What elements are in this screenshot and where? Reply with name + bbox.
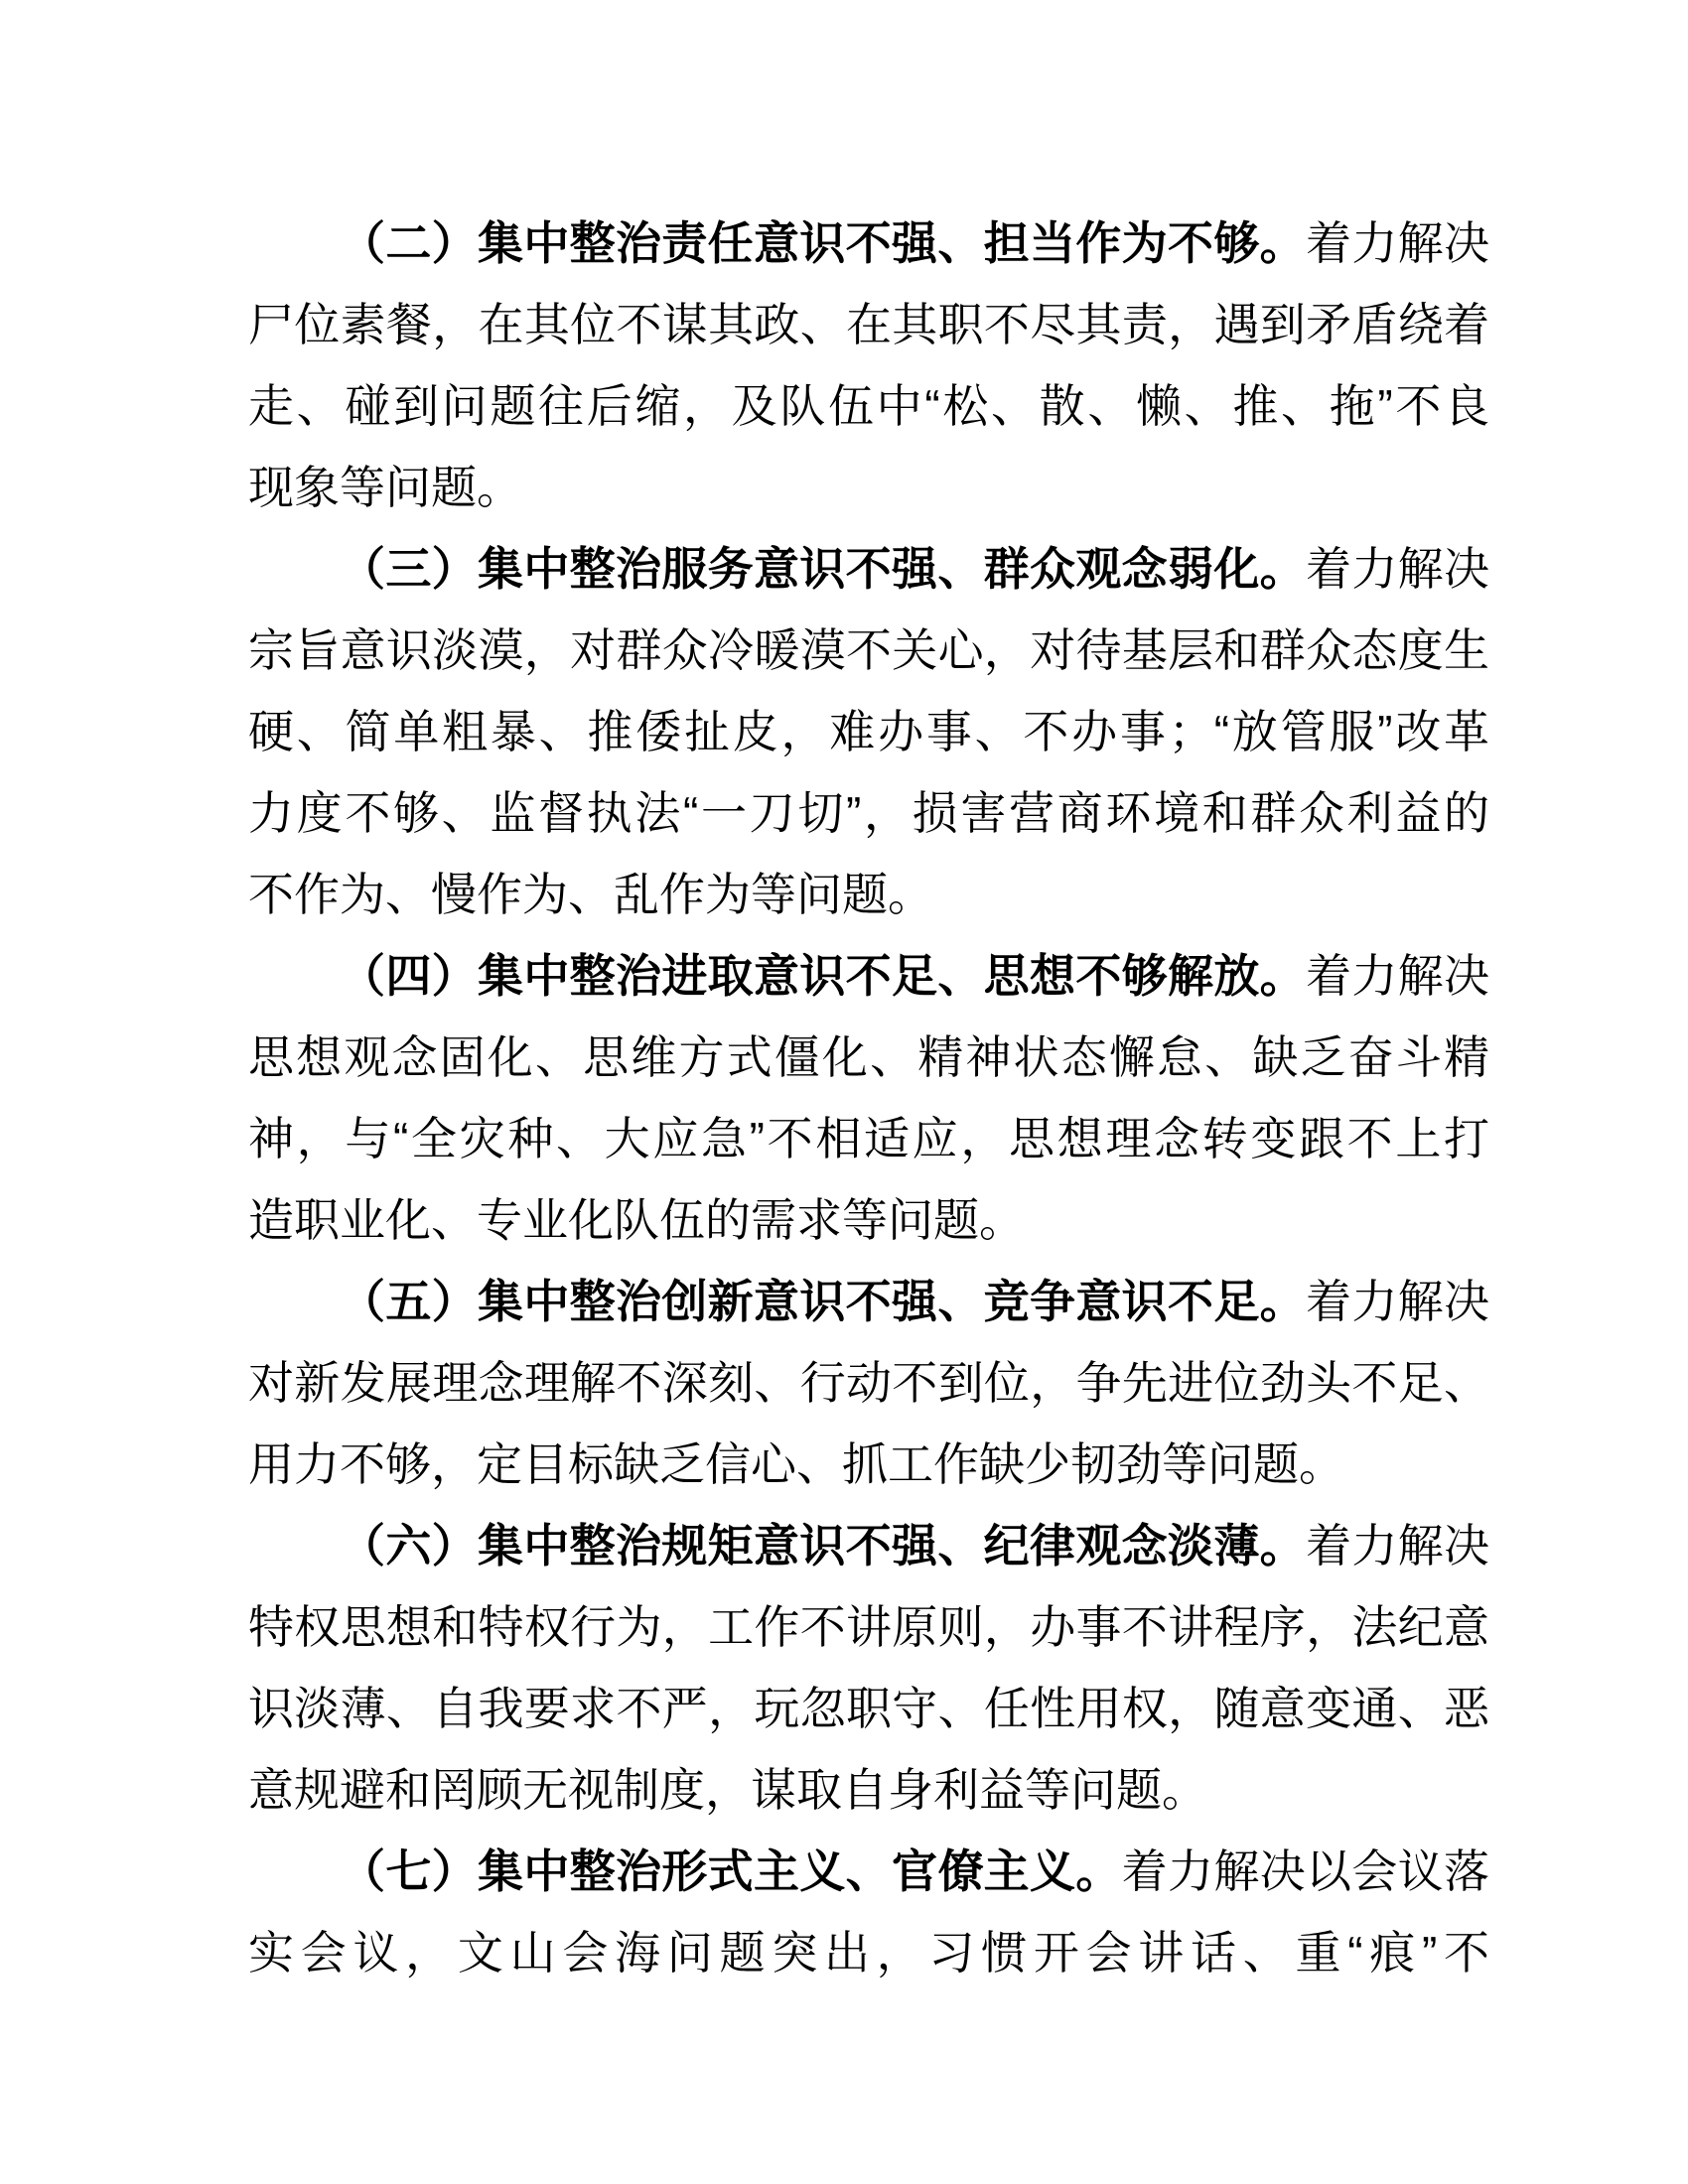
body-text: 实会议，文山会海问题突出，习惯开会讲话、重“痕”不 (248, 1927, 1489, 1979)
body-text: 着力解决 (1306, 1520, 1489, 1571)
text-line (248, 1586, 1489, 1668)
paragraph-7 (248, 1831, 1489, 1993)
text-line (248, 1342, 1489, 1424)
body-text: 识淡薄、自我要求不严，玩忽职守、任性用权，随意变通、恶 (248, 1683, 1489, 1734)
bold-lead-text: （六）集中整治规矩意识不强、纪律观念淡薄。 (340, 1520, 1306, 1571)
bold-lead-text: （五）集中整治创新意识不强、竞争意识不足。 (340, 1276, 1306, 1327)
body-text: 用力不够，定目标缺乏信心、抓工作缺少韧劲等问题。 (248, 1438, 1344, 1490)
text-line (248, 365, 1489, 447)
body-text: 着力解决 (1306, 950, 1489, 1002)
body-text: 宗旨意识淡漠，对群众冷暖漠不关心，对待基层和群众态度生 (248, 624, 1489, 676)
paragraph-4 (248, 935, 1489, 1261)
body-text: 着力解决 (1306, 1276, 1489, 1327)
body-text: 造职业化、专业化队伍的需求等问题。 (248, 1194, 1025, 1246)
document-body (248, 203, 1489, 1993)
text-line (248, 1179, 1489, 1261)
paragraph-3 (248, 528, 1489, 935)
body-text: 着力解决 (1306, 217, 1489, 269)
text-line (248, 1749, 1489, 1831)
text-line (248, 447, 1489, 528)
paragraph-5 (248, 1261, 1489, 1505)
body-text: 尸位素餐，在其位不谋其政、在其职不尽其责，遇到矛盾绕着 (248, 299, 1489, 350)
text-line (248, 1261, 1489, 1342)
body-text: 意规避和罔顾无视制度，谋取自身利益等问题。 (248, 1764, 1207, 1816)
text-line (248, 1831, 1489, 1912)
body-text: 硬、简单粗暴、推倭扯皮，难办事、不办事；“放管服”改革 (248, 706, 1489, 757)
text-line (248, 610, 1489, 691)
text-line (248, 284, 1489, 365)
body-text: 神，与“全灾种、大应急”不相适应，思想理念转变跟不上打 (248, 1113, 1489, 1164)
body-text: 力度不够、监督执法“一刀切”，损害营商环境和群众利益的 (248, 787, 1489, 839)
body-text: 不作为、慢作为、乱作为等问题。 (248, 869, 933, 920)
body-text: 特权思想和特权行为，工作不讲原则，办事不讲程序，法纪意 (248, 1601, 1489, 1653)
body-text: 对新发展理念理解不深刻、行动不到位，争先进位劲头不足、 (248, 1357, 1489, 1409)
text-line (248, 1912, 1489, 1993)
text-line (248, 528, 1489, 610)
text-line (248, 935, 1489, 1017)
text-line (248, 1424, 1489, 1505)
text-line (248, 854, 1489, 935)
text-line (248, 691, 1489, 772)
text-line (248, 1505, 1489, 1586)
body-text: 走、碰到问题往后缩，及队伍中“松、散、懒、推、拖”不良 (248, 380, 1489, 432)
bold-lead-text: （二）集中整治责任意识不强、担当作为不够。 (340, 217, 1306, 269)
text-line (248, 772, 1489, 854)
bold-lead-text: （七）集中整治形式主义、官僚主义。 (340, 1845, 1122, 1897)
body-text: 思想观念固化、思维方式僵化、精神状态懈怠、缺乏奋斗精 (248, 1031, 1489, 1083)
text-line (248, 203, 1489, 284)
text-line (248, 1668, 1489, 1749)
body-text: 现象等问题。 (248, 462, 522, 513)
body-text: 着力解决以会议落 (1121, 1845, 1489, 1897)
bold-lead-text: （三）集中整治服务意识不强、群众观念弱化。 (340, 543, 1306, 595)
bold-lead-text: （四）集中整治进取意识不足、思想不够解放。 (340, 950, 1306, 1002)
paragraph-6 (248, 1505, 1489, 1831)
paragraph-2 (248, 203, 1489, 528)
body-text: 着力解决 (1306, 543, 1489, 595)
text-line (248, 1017, 1489, 1098)
text-line (248, 1098, 1489, 1179)
